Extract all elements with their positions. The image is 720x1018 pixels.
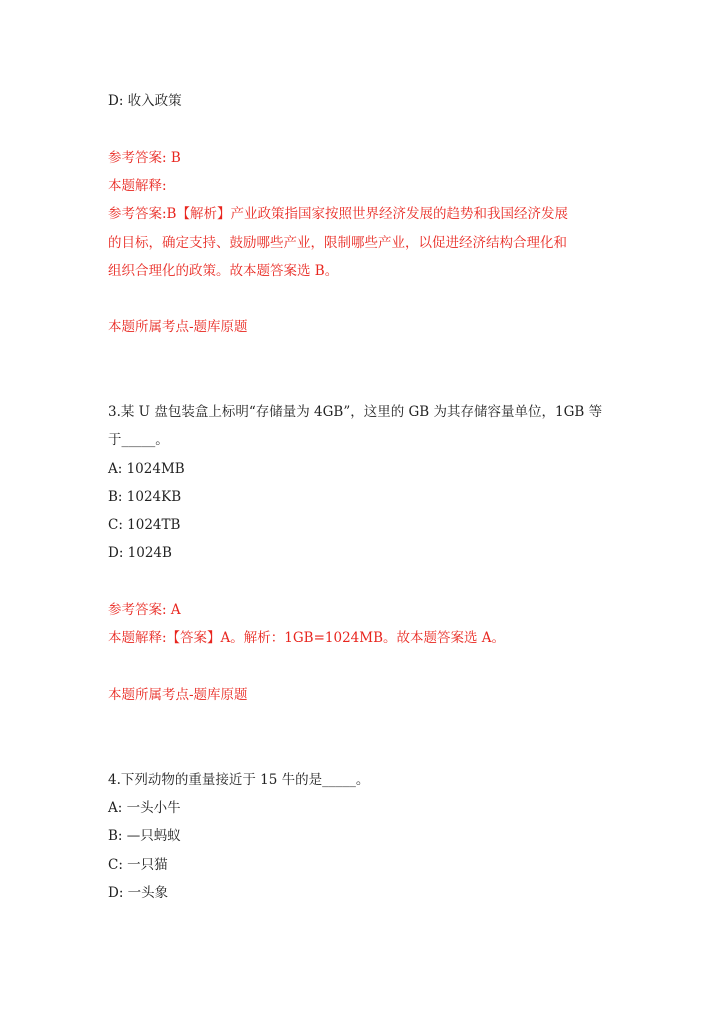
q4-option-c: C: 一只猫	[108, 857, 168, 873]
q4-option-d: D: 一头象	[108, 885, 169, 901]
q3-explanation: 本题解释:【答案】A。解析：1GB=1024MB。故本题答案选 A。	[108, 630, 506, 646]
q2-explanation-line-3: 组织合理化的政策。故本题答案选 B。	[108, 263, 339, 279]
q3-option-c: C: 1024TB	[108, 517, 181, 533]
q3-option-a: A: 1024MB	[108, 461, 185, 477]
q2-source: 本题所属考点-题库原题	[108, 319, 248, 335]
q2-option-d: D: 收入政策	[108, 93, 182, 109]
q3-question-line-2: 于_____。	[108, 432, 169, 448]
q2-explanation-line-2: 的目标，确定支持、鼓励哪些产业，限制哪些产业，以促进经济结构合理化和	[108, 235, 567, 251]
q4-option-a: A: 一头小牛	[108, 800, 181, 816]
q3-source: 本题所属考点-题库原题	[108, 687, 248, 703]
q4-question: 4.下列动物的重量接近于 15 牛的是_____。	[108, 772, 370, 788]
q2-answer: 参考答案: B	[108, 150, 181, 166]
q4-option-b: B: —只蚂蚁	[108, 828, 181, 844]
q3-question-line-1: 3.某 U 盘包装盒上标明“存储量为 4GB”，这里的 GB 为其存储容量单位，1GB 等	[108, 404, 603, 420]
q3-option-b: B: 1024KB	[108, 489, 182, 505]
q2-explanation-line-1: 参考答案:B【解析】产业政策指国家按照世界经济发展的趋势和我国经济发展	[108, 206, 568, 222]
q3-option-d: D: 1024B	[108, 545, 172, 561]
q3-answer: 参考答案: A	[108, 602, 181, 618]
q2-explanation-label: 本题解释:	[108, 178, 167, 194]
